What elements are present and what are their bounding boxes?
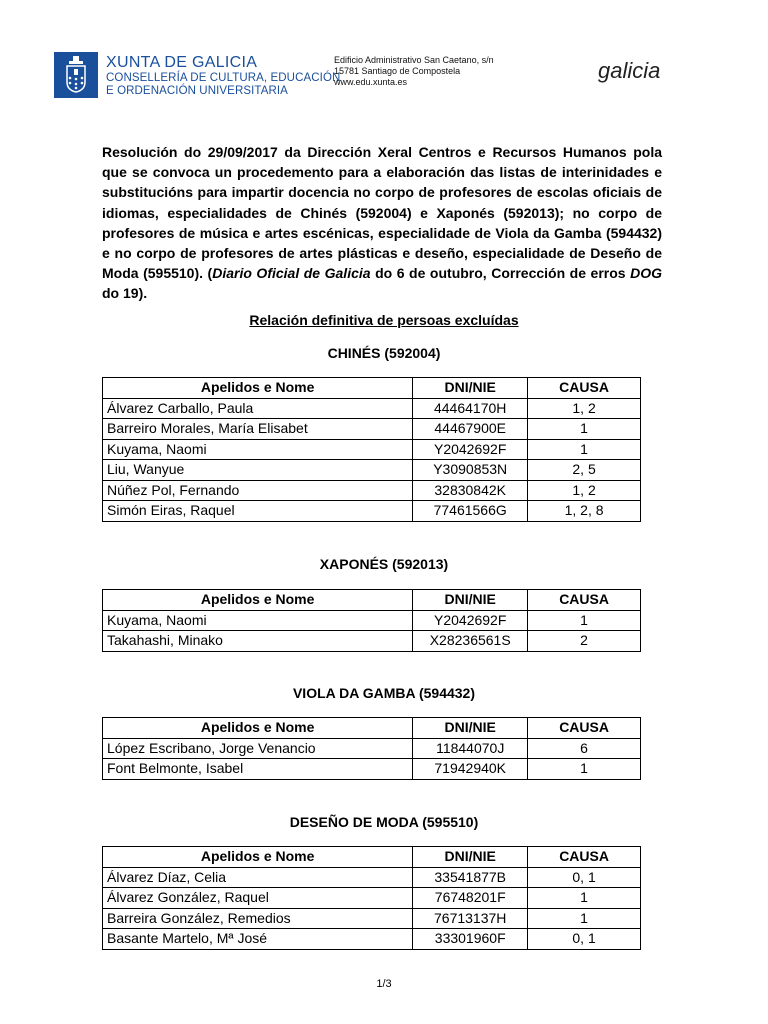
- section-title: XAPONÉS (592013): [319, 556, 449, 572]
- column-header-cause: CAUSA: [528, 378, 641, 399]
- table-row: [103, 610, 641, 631]
- cell-cause: 1: [528, 759, 641, 780]
- cell-name: Takahashi, Minako: [103, 631, 413, 652]
- column-header-name: Apelidos e Nome: [103, 378, 413, 399]
- table-row: [103, 398, 641, 419]
- table-row: [103, 419, 641, 440]
- resolution-paragraph: [102, 142, 662, 304]
- cell-cause: 1: [528, 610, 641, 631]
- cell-name: López Escribano, Jorge Venancio: [103, 738, 413, 759]
- cell-id: 76713137H: [413, 908, 528, 929]
- page-number: 1/3: [376, 978, 392, 990]
- table-row: [103, 908, 641, 929]
- column-header-cause: CAUSA: [528, 718, 641, 739]
- galicia-brand-logo: [594, 56, 694, 86]
- cell-name: Kuyama, Naomi: [103, 610, 413, 631]
- column-header-cause: CAUSA: [528, 847, 641, 868]
- cell-cause: 2, 5: [528, 460, 641, 481]
- cell-id: 77461566G: [413, 501, 528, 522]
- section-title: DESEÑO DE MODA (595510): [289, 814, 479, 830]
- table-row: [103, 631, 641, 652]
- column-header-id: DNI/NIE: [413, 590, 528, 611]
- table-row: [103, 867, 641, 888]
- cell-id: Y2042692F: [413, 439, 528, 460]
- column-header-id: DNI/NIE: [413, 378, 528, 399]
- address-block: [334, 55, 494, 88]
- cell-cause: 1, 2: [528, 480, 641, 501]
- exclusion-table: [102, 589, 641, 652]
- org-department-line1: CONSELLERÍA DE CULTURA, EDUCACIÓN: [106, 72, 341, 84]
- section-title: VIOLA DA GAMBA (594432): [292, 685, 476, 701]
- table-row: [103, 738, 641, 759]
- journal-name: Diario Oficial de Galicia: [212, 265, 371, 282]
- address-line: Edificio Administrativo San Caetano, s/n: [334, 55, 494, 65]
- table-row: [103, 501, 641, 522]
- column-header-name: Apelidos e Nome: [103, 718, 413, 739]
- cell-name: Kuyama, Naomi: [103, 439, 413, 460]
- exclusion-table: [102, 846, 641, 950]
- journal-abbrev: DOG: [630, 265, 662, 282]
- cell-cause: 1, 2: [528, 398, 641, 419]
- column-header-name: Apelidos e Nome: [103, 847, 413, 868]
- cell-id: 33301960F: [413, 929, 528, 950]
- cell-cause: 0, 1: [528, 867, 641, 888]
- cell-name: Álvarez González, Raquel: [103, 888, 413, 909]
- column-header-name: Apelidos e Nome: [103, 590, 413, 611]
- cell-id: 33541877B: [413, 867, 528, 888]
- exclusion-table: [102, 717, 641, 780]
- org-department-line2: E ORDENACIÓN UNIVERSITARIA: [106, 85, 288, 97]
- table-row: [103, 929, 641, 950]
- cell-cause: 1: [528, 908, 641, 929]
- table-row: [103, 888, 641, 909]
- table-header-row: [103, 847, 641, 868]
- cell-id: Y3090853N: [413, 460, 528, 481]
- resolution-text: do 6 de outubro, Corrección de erros: [370, 265, 631, 282]
- column-header-cause: CAUSA: [528, 590, 641, 611]
- cell-cause: 1: [528, 419, 641, 440]
- organization-block: [106, 54, 340, 98]
- brand-text: galicia: [598, 58, 661, 83]
- exclusion-table: [102, 377, 641, 522]
- cell-name: Álvarez Díaz, Celia: [103, 867, 413, 888]
- cell-cause: 1: [528, 888, 641, 909]
- cell-cause: 1, 2, 8: [528, 501, 641, 522]
- cell-name: Barreira González, Remedios: [103, 908, 413, 929]
- column-header-id: DNI/NIE: [413, 847, 528, 868]
- table-row: [103, 759, 641, 780]
- document-header: [54, 52, 714, 102]
- cell-id: 44467900E: [413, 419, 528, 440]
- table-row: [103, 480, 641, 501]
- cell-id: 11844070J: [413, 738, 528, 759]
- table-row: [103, 460, 641, 481]
- cell-id: X28236561S: [413, 631, 528, 652]
- cell-cause: 6: [528, 738, 641, 759]
- table-row: [103, 439, 641, 460]
- cell-name: Font Belmonte, Isabel: [103, 759, 413, 780]
- resolution-text: do 19).: [102, 285, 148, 302]
- org-name: XUNTA DE GALICIA: [106, 54, 258, 71]
- cell-name: Simón Eiras, Raquel: [103, 501, 413, 522]
- column-header-id: DNI/NIE: [413, 718, 528, 739]
- cell-id: 44464170H: [413, 398, 528, 419]
- cell-name: Barreiro Morales, María Elisabet: [103, 419, 413, 440]
- cell-name: Álvarez Carballo, Paula: [103, 398, 413, 419]
- address-line: 15781 Santiago de Compostela: [334, 66, 461, 76]
- table-header-row: [103, 718, 641, 739]
- xunta-coat-of-arms-icon: [54, 52, 98, 98]
- table-header-row: [103, 590, 641, 611]
- list-subtitle: Relación definitiva de persoas excluídas: [249, 312, 519, 328]
- cell-name: Núñez Pol, Fernando: [103, 480, 413, 501]
- cell-id: 76748201F: [413, 888, 528, 909]
- cell-name: Liu, Wanyue: [103, 460, 413, 481]
- website-line: www.edu.xunta.es: [334, 77, 408, 87]
- cell-id: 32830842K: [413, 480, 528, 501]
- cell-id: 71942940K: [413, 759, 528, 780]
- cell-cause: 0, 1: [528, 929, 641, 950]
- cell-cause: 2: [528, 631, 641, 652]
- cell-cause: 1: [528, 439, 641, 460]
- cell-name: Basante Martelo, Mª José: [103, 929, 413, 950]
- cell-id: Y2042692F: [413, 610, 528, 631]
- table-header-row: [103, 378, 641, 399]
- section-title: CHINÉS (592004): [327, 345, 441, 361]
- resolution-text: Resolución do 29/09/2017 da Dirección Xeral Centros e Recursos Humanos pola que se convoca un procedemento para a elaboración das listas de interinidades e substitucións para impartir docencia no corpo de profesores de escolas oficiais de idiomas, especialidades de Chinés (592004) e Xaponés (592013); no corpo de profesores de música e artes escénicas, especialidade de Viola da Gamba (594432) e no corpo de profesores de artes plásticas e deseño, especialidade de Deseño de Moda (595510). (: [102, 144, 662, 282]
